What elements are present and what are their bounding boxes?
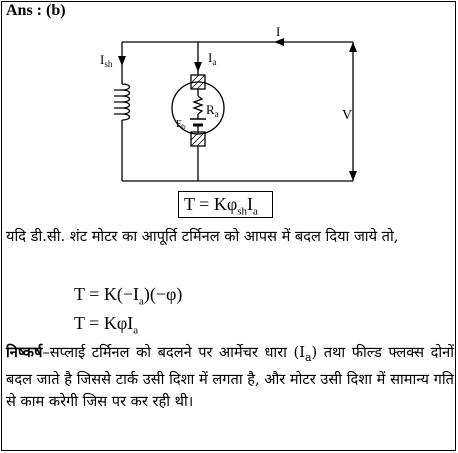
- voltage-arrow-bottom: [349, 171, 357, 181]
- torque-equation-result: T = KφI$_a$: [74, 313, 139, 337]
- shunt-current-label: $I_{sh}$: [100, 52, 113, 69]
- torque-equation-reversed: $T = K(-I_a)(-\varphi)$: [74, 284, 183, 308]
- voltage-arrow-top: [349, 42, 357, 52]
- conclusion-paragraph: निष्कर्ष–सप्लाई टर्मिनल को बदलने पर आर्मेचर धारा $(I_a)$ तथा फील्ड फ्लक्स दोनों बदल जाते है जिससे टार्क उसी दिशा में लगता है, और मोटर उसी दिशा में सामान्य गति से काम करेगी जिस पर कर रही थी।: [6, 344, 454, 410]
- shunt-field-coil: [115, 84, 130, 120]
- shunt-motor-circuit-diagram: [0, 0, 458, 190]
- armature-current-arrow: [194, 62, 202, 72]
- torque-formula-box: $T = K\varphi_{sh}I_a$: [178, 191, 273, 218]
- shunt-current-arrow: [118, 56, 126, 66]
- conclusion-heading: निष्कर्ष: [6, 344, 43, 361]
- line-current-arrow: [274, 38, 284, 46]
- answer-label: Ans : (b): [6, 2, 66, 19]
- armature-resistance-label: $R_a$: [206, 102, 219, 119]
- armature-current-label: $I_a$: [208, 50, 217, 67]
- armature-resistance-symbol: [194, 96, 202, 114]
- back-emf-label: $E_b$: [176, 119, 186, 131]
- line-current-label: I: [276, 24, 281, 39]
- voltage-label: V: [342, 108, 353, 123]
- paragraph-terminal-swap: यदि डी.सी. शंट मोटर का आपूर्ति टर्मिनल को आपस में बदल दिया जाये तो,: [6, 228, 399, 245]
